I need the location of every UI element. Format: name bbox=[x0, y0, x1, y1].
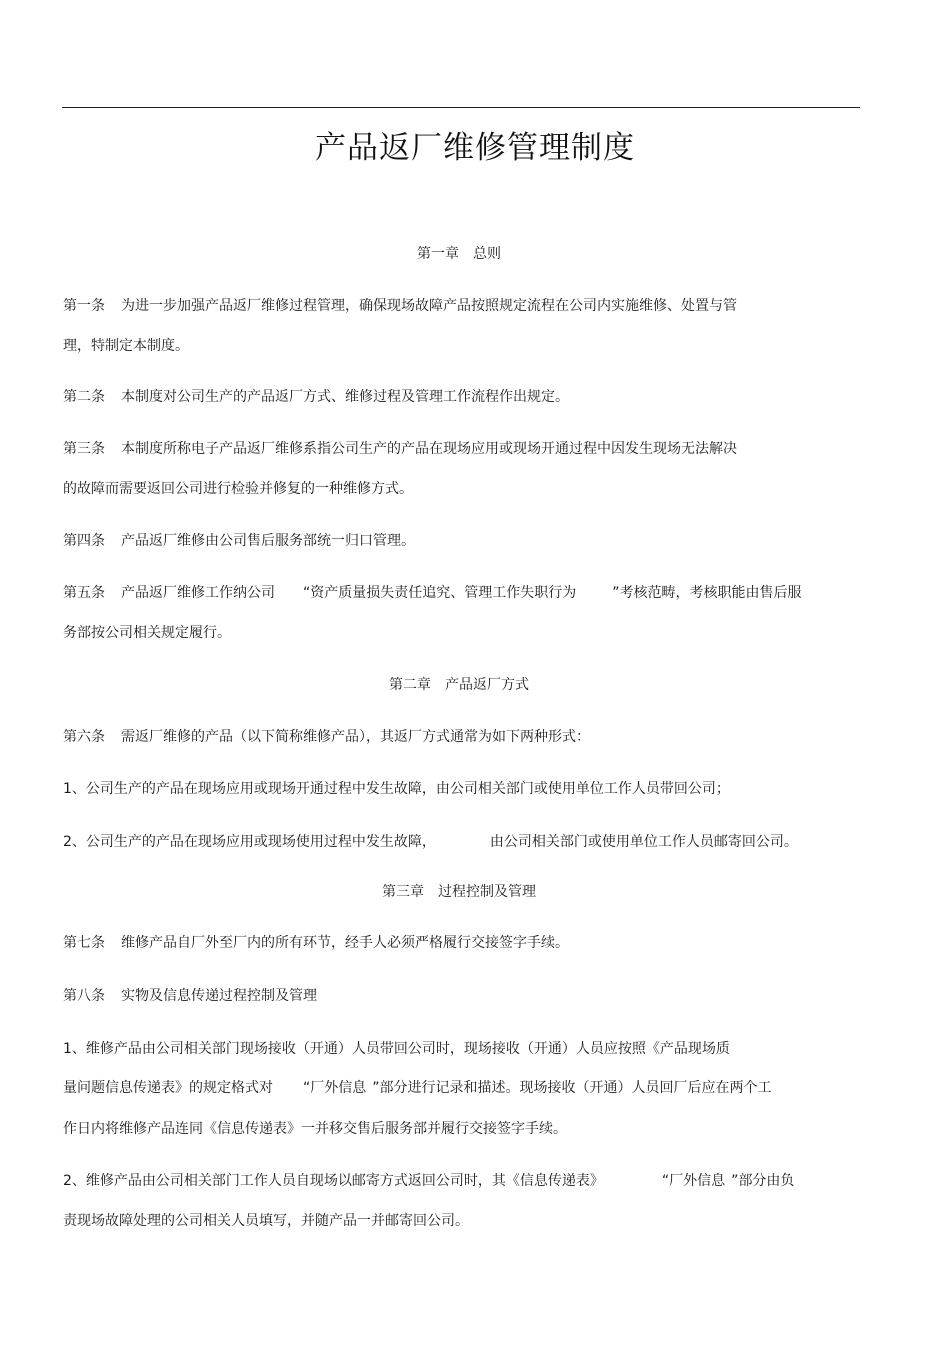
chapter-3-heading: 第三章 过程控制及管理 bbox=[382, 884, 536, 900]
paragraph-text-part: 部分进行记录和描述。现场接收（开通）人员回厂后应在两个工 bbox=[379, 1080, 772, 1096]
paragraph-1-line-3: 作日内将维修产品连同《信息传递表》一并移交售后服务部并履行交接签字手续。 bbox=[63, 1121, 567, 1137]
paragraph-1-line-2 bbox=[63, 1078, 772, 1098]
paragraph-text-part: 厂外信息 bbox=[310, 1080, 367, 1096]
list-text-part: 2、公司生产的产品在现场应用或现场使用过程中发生故障， bbox=[63, 834, 436, 850]
article-5-line-1 bbox=[63, 583, 802, 603]
open-quote: “ bbox=[303, 1080, 311, 1096]
article-1-line-2: 理，特制定本制度。 bbox=[63, 338, 189, 354]
chapter-1-heading: 第一章 总则 bbox=[417, 246, 501, 262]
open-quote: “ bbox=[661, 1173, 670, 1189]
article-text-part: 考核范畴，考核职能由售后服 bbox=[619, 585, 802, 601]
list-item-1: 1、公司生产的产品在现场应用或现场开通过程中发生故障，由公司相关部门或使用单位工作人员带回公司； bbox=[63, 781, 730, 797]
article-text-part: 资产质量损失责任追究、管理工作失职行为 bbox=[310, 585, 577, 601]
page-title: 产品返厂维修管理制度 bbox=[315, 130, 635, 166]
list-text-part: 由公司相关部门或使用单位工作人员邮寄回公司。 bbox=[489, 834, 798, 850]
paragraph-text-part: 量问题信息传递表》的规定格式对 bbox=[63, 1080, 273, 1096]
article-number: 第七条 bbox=[63, 935, 105, 951]
article-3-line-1 bbox=[63, 439, 737, 459]
paragraph-1-line-1: 1、维修产品由公司相关部门现场接收（开通）人员带回公司时，现场接收（开通）人员应按照《产品现场质 bbox=[63, 1041, 730, 1057]
article-1-line-1 bbox=[63, 296, 737, 316]
paragraph-text-part: 部分由负 bbox=[738, 1173, 795, 1189]
close-quote: ” bbox=[612, 585, 620, 601]
article-text-part: 产品返厂维修工作纳公司 bbox=[121, 585, 275, 601]
article-6 bbox=[63, 727, 590, 747]
article-text: 维修产品自厂外至厂内的所有环节，经手人必须严格履行交接签字手续。 bbox=[121, 935, 569, 951]
article-number: 第三条 bbox=[63, 441, 105, 457]
article-2 bbox=[63, 387, 569, 407]
open-quote: “ bbox=[303, 585, 311, 601]
paragraph-text-part: 2、维修产品由公司相关部门工作人员自现场以邮寄方式返回公司时，其《信息传递表》 bbox=[63, 1173, 604, 1189]
paragraph-2-line-1 bbox=[63, 1171, 794, 1191]
article-number: 第一条 bbox=[63, 298, 105, 314]
article-text: 产品返厂维修由公司售后服务部统一归口管理。 bbox=[121, 533, 415, 549]
close-quote: ” bbox=[731, 1173, 739, 1189]
article-text: 实物及信息传递过程控制及管理 bbox=[121, 988, 317, 1004]
article-8 bbox=[63, 986, 317, 1006]
article-3-line-2: 的故障而需要返回公司进行检验并修复的一种维修方式。 bbox=[63, 481, 413, 497]
article-number: 第五条 bbox=[63, 585, 105, 601]
header-rule bbox=[62, 107, 860, 108]
article-number: 第六条 bbox=[63, 729, 105, 745]
article-number: 第八条 bbox=[63, 988, 105, 1004]
list-item-2 bbox=[63, 832, 798, 852]
article-7 bbox=[63, 933, 569, 953]
article-4 bbox=[63, 531, 415, 551]
paragraph-text-part: 厂外信息 bbox=[669, 1173, 726, 1189]
article-text: 为进一步加强产品返厂维修过程管理，确保现场故障产品按照规定流程在公司内实施维修、处置与管 bbox=[121, 298, 737, 314]
paragraph-2-line-2: 责现场故障处理的公司相关人员填写，并随产品一并邮寄回公司。 bbox=[63, 1213, 469, 1229]
article-text: 本制度对公司生产的产品返厂方式、维修过程及管理工作流程作出规定。 bbox=[121, 389, 569, 405]
close-quote: ” bbox=[372, 1080, 380, 1096]
article-number: 第四条 bbox=[63, 533, 105, 549]
chapter-2-heading: 第二章 产品返厂方式 bbox=[389, 677, 529, 693]
article-text: 需返厂维修的产品（以下简称维修产品），其返厂方式通常为如下两种形式： bbox=[121, 729, 590, 745]
article-5-line-2: 务部按公司相关规定履行。 bbox=[63, 625, 231, 641]
article-number: 第二条 bbox=[63, 389, 105, 405]
article-text: 本制度所称电子产品返厂维修系指公司生产的产品在现场应用或现场开通过程中因发生现场无法解决 bbox=[121, 441, 737, 457]
